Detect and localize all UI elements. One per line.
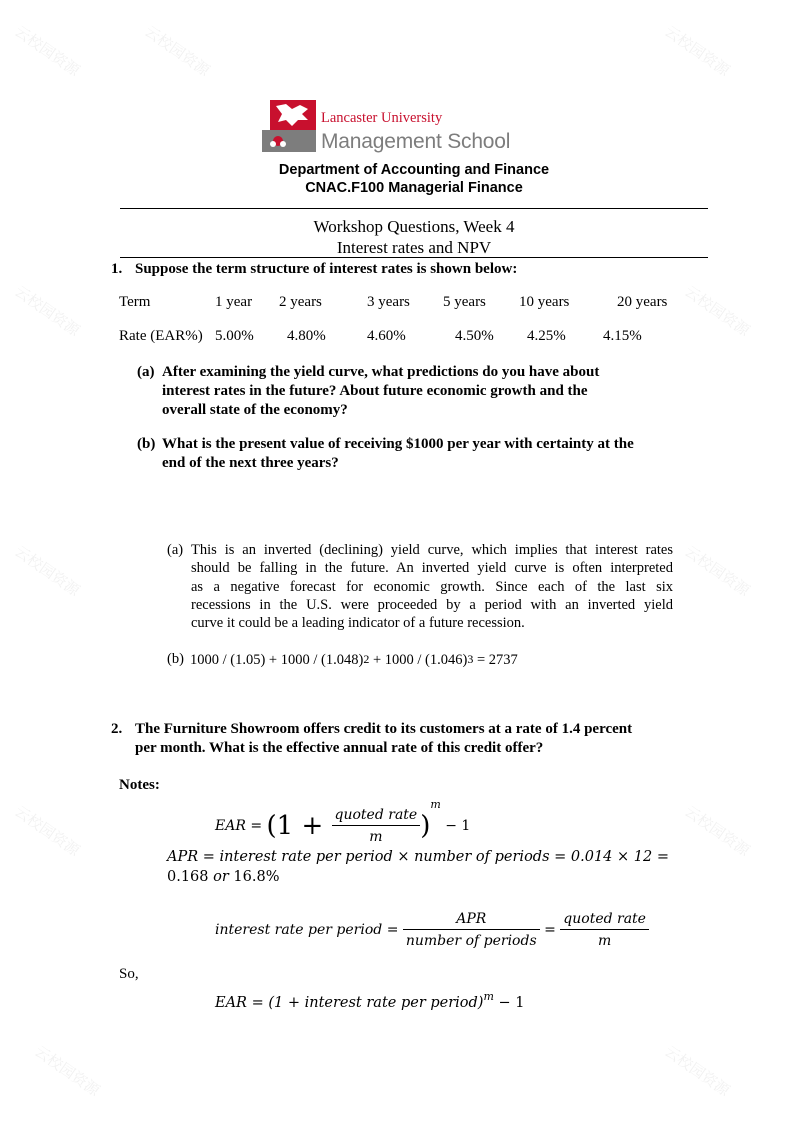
apr-value: 0.168 [167, 869, 214, 885]
answer-1a-label: (a) [167, 542, 184, 558]
watermark: 云校园资源 [661, 22, 733, 80]
question-1-number: 1. [111, 261, 123, 277]
irpp-numerator-2: quoted rate [560, 911, 649, 930]
answer-1a-line: This is an inverted (declining) yield curve, which implies that interest rates [191, 542, 673, 558]
answer-1a-line: should be falling in the future. An inverted yield curve is often interpreted [191, 560, 673, 577]
answer-1a-text [191, 541, 673, 632]
question-1a-label: (a) [137, 364, 155, 380]
answer-1a-line: curve it could be a leading indicator of a future recession. [191, 615, 525, 632]
apr-line2 [167, 869, 279, 885]
title-divider [120, 257, 708, 258]
watermark: 云校园资源 [31, 1042, 103, 1100]
irpp-fraction-1 [403, 911, 540, 949]
final-ear-exponent: m [483, 990, 494, 1003]
apr-line1: APR = interest rate per period × number of periods = 0.014 × 12 = [167, 849, 669, 865]
table-term-5: 10 years [519, 294, 570, 310]
apr-or: or [213, 869, 229, 885]
question-1b-line2: end of the next three years? [162, 455, 339, 471]
irpp-equals: = [539, 922, 561, 938]
question-1b-label: (b) [137, 436, 156, 452]
ear-fraction [332, 807, 421, 845]
final-ear-tail: − 1 [493, 995, 525, 1011]
table-term-3: 3 years [367, 294, 410, 310]
final-ear-lhs: EAR = (1 + interest rate per period) [215, 995, 484, 1011]
answer-1a-line: as a negative forecast for economic growth. Since each of the last six [191, 578, 673, 595]
answer-1b-exp1: 2 [363, 652, 370, 666]
watermark: 云校园资源 [681, 802, 753, 860]
answer-1b-part2: + 1000 / (1.046) [369, 652, 468, 668]
answer-1b-part1: 1000 / (1.05) + 1000 / (1.048) [190, 652, 364, 668]
ear-close: ) [420, 811, 431, 841]
ear-open: (1 + [266, 811, 332, 841]
watermark: 云校园资源 [11, 282, 83, 340]
watermark: 云校园资源 [661, 1042, 733, 1100]
so-label: So, [119, 966, 139, 982]
question-1b-line1: What is the present value of receiving $1000 per year with certainty at the [162, 436, 634, 452]
question-2-line2: per month. What is the effective annual rate of this credit offer? [135, 740, 544, 756]
workshop-title: Workshop Questions, Week 4 [313, 217, 515, 236]
ear-numerator: quoted rate [332, 807, 421, 826]
course-name: CNAC.F100 Managerial Finance [305, 180, 523, 196]
question-1a-line2: interest rates in the future? About future economic growth and the [162, 383, 588, 399]
irpp-fraction-2 [560, 911, 649, 949]
irpp-lhs: interest rate per period = [215, 922, 403, 938]
ear-lhs: EAR = [215, 818, 267, 834]
watermark: 云校园资源 [681, 282, 753, 340]
table-rate-2: 4.80% [287, 328, 326, 344]
irpp-numerator-1: APR [403, 911, 540, 930]
watermark: 云校园资源 [11, 542, 83, 600]
table-rate-5: 4.25% [527, 328, 566, 344]
question-2-line1: The Furniture Showroom offers credit to its customers at a rate of 1.4 percent [135, 721, 633, 737]
apr-percent: 16.8% [228, 869, 280, 885]
final-ear-formula [215, 990, 525, 1011]
table-rate-4: 4.50% [455, 328, 494, 344]
ear-formula [215, 798, 470, 845]
answer-1a-line: recessions in the U.S. were proceeded by a period with an inverted yield [191, 596, 673, 613]
rate-per-period-formula [215, 911, 649, 949]
table-rate-1: 5.00% [215, 328, 254, 344]
table-term-4: 5 years [443, 294, 486, 310]
table-term-2: 2 years [279, 294, 322, 310]
table-term-6: 20 years [617, 294, 668, 310]
question-1a-line1: After examining the yield curve, what predictions do you have about [162, 364, 600, 380]
question-1a-line3: overall state of the economy? [162, 402, 348, 418]
watermark: 云校园资源 [11, 802, 83, 860]
table-term-1: 1 year [215, 294, 253, 310]
notes-label: Notes: [119, 777, 160, 793]
watermark: 云校园资源 [681, 542, 753, 600]
answer-1b-label: (b) [167, 651, 184, 667]
table-rate-6: 4.15% [603, 328, 642, 344]
watermark: 云校园资源 [11, 22, 83, 80]
ear-denominator: m [369, 829, 383, 845]
university-logo [262, 100, 542, 155]
table-term-label: Term [119, 294, 151, 310]
crest-icon [262, 100, 316, 152]
table-rate-3: 4.60% [367, 328, 406, 344]
irpp-denominator-1: number of periods [405, 933, 537, 949]
answer-1b-formula [190, 650, 518, 669]
workshop-subtitle: Interest rates and NPV [336, 238, 492, 257]
ear-tail: − 1 [440, 818, 471, 834]
ear-exponent: m [430, 798, 441, 811]
question-2-number: 2. [111, 721, 123, 737]
question-1-text: Suppose the term structure of interest rates is shown below: [135, 261, 518, 277]
irpp-denominator-2: m [597, 933, 612, 949]
answer-1b-part3: = 2737 [473, 652, 518, 668]
header-divider [120, 208, 708, 209]
logo-line2: Management School [321, 130, 511, 153]
watermark: 云校园资源 [141, 22, 213, 80]
logo-line1: Lancaster University [321, 110, 443, 126]
answer-1b-exp2: 3 [467, 652, 474, 666]
table-rate-label: Rate (EAR%) [119, 328, 203, 344]
department-name: Department of Accounting and Finance [278, 162, 550, 178]
